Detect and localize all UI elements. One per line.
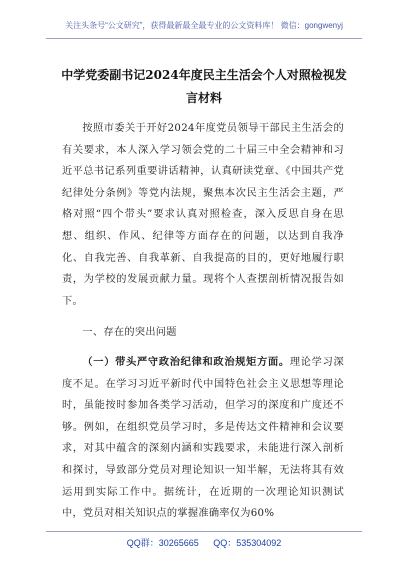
footer-divider (46, 531, 362, 532)
header-promo-text: 关注头条号“公文研究”，获得最新最全最专业的公文资料库！ 微信：gongwenyj (65, 21, 343, 30)
footer-contact (0, 536, 408, 549)
document-title: 中学党委副书记2024年度民主生活会个人对照检视发言材料 (61, 68, 347, 105)
header-divider (46, 38, 362, 39)
section-heading: 一、存在的突出问题 (82, 327, 177, 339)
subsection-paragraph (62, 352, 344, 525)
intro-paragraph: 按照市委关于开好2024年度党员领导干部民主生活会的有关要求，本人深入学习领会党的二十届三中全会精神和习近平总书记系列重要讲话精神，认真研读党章、《中国共产党纪律处分条例》等党内法规，聚焦本次民主生活会主题，严格对照“四个带头”要求认真对照检查，深入反思自身在思想、组织、作风、纪律等方面存在的问题，以达到自我净化、自我完善、自我革新、自我提高的目的，更好地履行职责，为学校的发展贡献力量。现将个人查摆剖析情况报告如下。 (62, 123, 344, 307)
subsection-heading: （一）带头严守政治纪律和政治规矩方面。 (82, 355, 290, 368)
subsection-text: 理论学习深度不足。在学习习近平新时代中国特色社会主义思想等理论时，虽能按时参加各类学习活动，但学习的深度和广度还不够。例如，在组织党员学习时，多是传达文件精神和会议要求，对其中蕴含的深刻内涵和实践要求，未能进行深入剖析和探讨，导致部分党员对理论知识一知半解，无法将其有效运用到实际工作中。据统计，在近期的一次理论知识测试中，党员对相关知识点的掌握准确率仅为60% (62, 356, 345, 520)
document-body (62, 118, 344, 525)
footer-qq-group: QQ群：30265665 (126, 538, 199, 548)
footer-qq: QQ：535304092 (213, 538, 282, 548)
